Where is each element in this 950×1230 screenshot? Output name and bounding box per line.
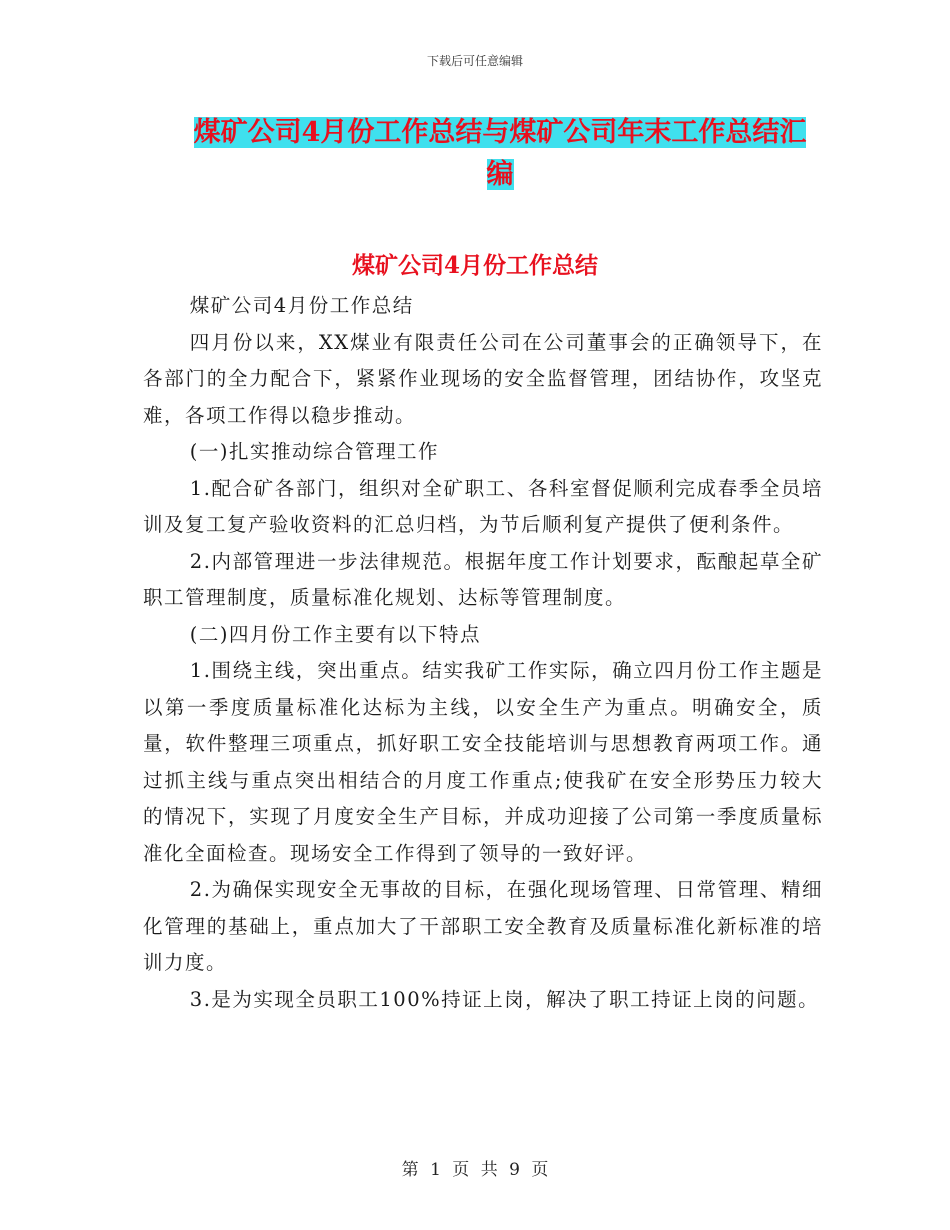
page-footer: 第 1 页 共 9 页 [401, 1160, 549, 1180]
paragraph: 2.内部管理进一步法律规范。根据年度工作计划要求，酝酿起草全矿职工管理制度，质量标准化规划、达标等管理制度。 [143, 549, 823, 609]
paragraph: (一)扎实推动综合管理工作 [189, 440, 440, 463]
document-title-line-1: 煤矿公司4月份工作总结与煤矿公司年末工作总结汇 [193, 117, 807, 148]
paragraph: 3.是为实现全员职工100%持证上岗，解决了职工持证上岗的问题。 [189, 987, 820, 1011]
header-note: 下载后可任意编辑 [426, 54, 523, 68]
document-title [190, 112, 810, 196]
body-text [143, 288, 823, 1018]
section-title: 煤矿公司4月份工作总结 [351, 252, 598, 279]
paragraph: 四月份以来，XX煤业有限责任公司在公司董事会的正确领导下，在各部门的全力配合下，紧紧作业现场的安全监督管理，团结协作，攻坚克难，各项工作得以稳步推动。 [143, 330, 823, 427]
paragraph: (二)四月份工作主要有以下特点 [189, 622, 482, 646]
paragraph: 2.为确保实现安全无事故的目标，在强化现场管理、日常管理、精细化管理的基础上，重点加大了干部职工安全教育及质量标准化新标准的培训力度。 [143, 878, 823, 974]
document-title-line-2: 编 [486, 159, 514, 190]
paragraph: 1.配合矿各部门，组织对全矿职工、各科室督促顺利完成春季全员培训及复工复产验收资料的汇总归档，为节后顺利复产提供了便利条件。 [143, 476, 823, 536]
paragraph: 煤矿公司4月份工作总结 [189, 294, 414, 317]
paragraph: 1.围绕主线，突出重点。结实我矿工作实际，确立四月份工作主题是以第一季度质量标准化达标为主线，以安全生产为重点。明确安全，质量，软件整理三项重点，抓好职工安全技能培训与思想教育两项工作。通过抓主线与重点突出相结合的月度工作重点;使我矿在安全形势压力较大的情况下，实现了月度安全生产目标，并成功迎接了公司第一季度质量标准化全面检查。现场安全工作得到了领导的一致好评。 [143, 659, 823, 865]
